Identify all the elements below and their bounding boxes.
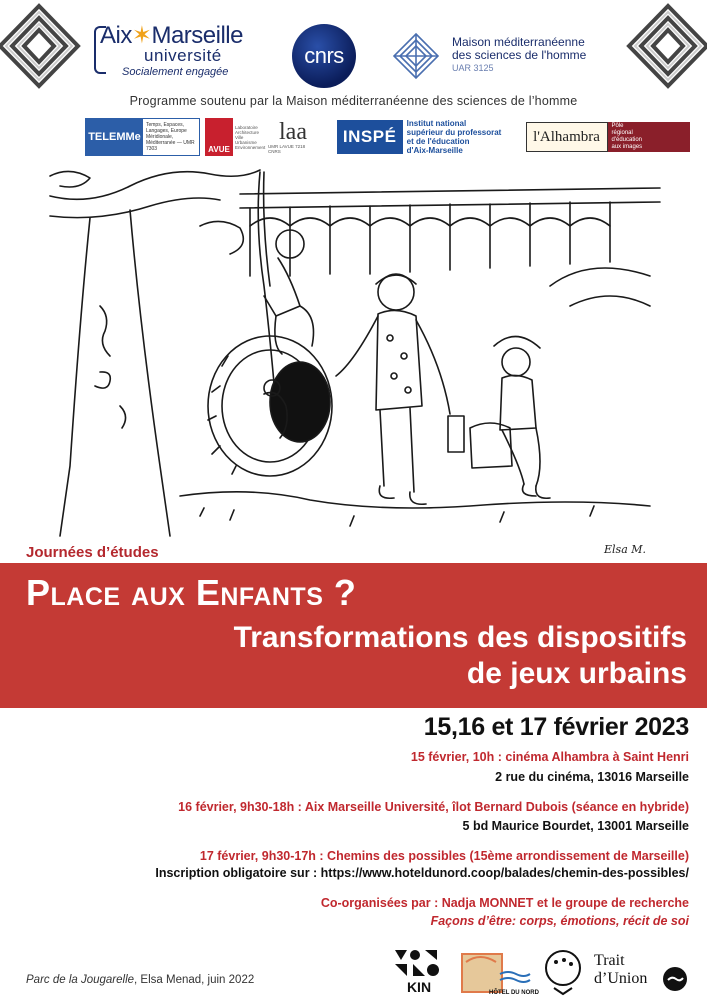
maze-ornament-right-icon (629, 0, 707, 92)
day3-registration-link[interactable]: Inscription obligatoire sur : https://www.hoteldunord.coop/balades/chemin-des-possibles/ (155, 866, 689, 880)
mmsh-line3: UAR 3125 (452, 63, 494, 73)
journees-label: Journées d’études (26, 544, 159, 561)
amu-name-right: Marseille (151, 22, 243, 49)
caption-credit: , Elsa Menad, juin 2022 (134, 974, 255, 986)
circle-logo (542, 948, 584, 996)
research-group: Façons d’être: corps, émotions, récit de soi (430, 914, 689, 928)
event-subtitle-line2: de jeux urbains (466, 657, 687, 690)
kin-text: KIN (406, 979, 432, 995)
programme-text: Programme soutenu par la Maison méditerranéenne des sciences de l’homme (129, 94, 578, 108)
hotel-du-nord-text: HÔTEL DU NORD (489, 990, 539, 996)
inspe-line3: et de l'éducation (406, 137, 470, 146)
trait-union-line2: d’Union (594, 970, 648, 987)
amu-name-left: Aix (100, 22, 132, 49)
amu-bracket-icon (94, 26, 106, 74)
alhambra-logo (525, 118, 690, 156)
avue-name: AVUE (205, 118, 233, 156)
alhambra-line2: régional (611, 130, 633, 136)
avue-text: Laboratoire Architecture Ville Urbanisme Environnement (235, 124, 266, 150)
event-dates: 15,16 et 17 février 2023 (423, 713, 689, 741)
alhambra-line4: aux images (611, 144, 643, 150)
event-title: Place aux Enfants ? (26, 572, 357, 613)
day2-address: 5 bd Maurice Bourdet, 13001 Marseille (462, 819, 689, 833)
inspe-line4: d'Aix-Marseille (406, 146, 463, 155)
illustration-caption (26, 974, 254, 986)
caption-place: Parc de la Jougarelle (26, 974, 135, 986)
amu-logo (100, 24, 270, 82)
day1-address: 2 rue du cinéma, 13016 Marseille (495, 770, 689, 784)
day2-title: 16 février, 9h30-18h : Aix Marseille Université, îlot Bernard Dubois (séance en hybride) (178, 800, 689, 814)
mmsh-line2: des sciences de l'homme (452, 48, 587, 62)
alhambra-line1: Pôle (611, 123, 624, 129)
amu-star-icon: ✶ (131, 22, 152, 49)
amu-universite: université (144, 46, 222, 65)
cnrs-logo: cnrs (292, 24, 356, 88)
day3-title: 17 février, 9h30-17h : Chemins des possibles (15ème arrondissement de Marseille) (199, 849, 689, 863)
amu-tagline: Socialement engagée (122, 66, 229, 78)
illustration-signature: Elsa M. (604, 543, 647, 556)
park-illustration (50, 166, 660, 554)
title-banner (0, 563, 707, 708)
laa-name: laa (279, 119, 307, 145)
telemme-logo (85, 118, 200, 156)
inspe-logo (320, 118, 518, 156)
telemme-name: TELEMMe (86, 119, 143, 155)
inspe-line2: supérieur du professorat (406, 128, 502, 137)
mmsh-diamond-icon (392, 32, 440, 80)
laa-logo (268, 118, 318, 156)
inspe-line1: Institut national (406, 119, 467, 128)
trait-union-line1: Trait (594, 952, 625, 969)
handshake-icon (662, 966, 688, 992)
alhambra-line3: d'éducation (611, 137, 643, 143)
inspe-name: INSPÉ (337, 120, 403, 154)
organizers: Co-organisées par : Nadja MONNET et le groupe de recherche (320, 896, 689, 910)
telemme-text: Temps, Espaces, Langages, Europe Méridionale, Méditerranée — UMR 7303 (145, 122, 195, 152)
laa-text: UMR LAVUE 7218 CNRS (268, 144, 306, 154)
trait-union-logo (592, 948, 690, 996)
mmsh-line1: Maison méditerranéenne (452, 35, 585, 49)
day1-title: 15 février, 10h : cinéma Alhambra à Saint Henri (410, 750, 689, 764)
avue-logo (205, 118, 266, 156)
event-subtitle-line1: Transformations des dispositifs (233, 621, 687, 654)
hotel-du-nord-logo (460, 948, 539, 996)
maze-ornament-left-icon (0, 0, 78, 92)
mmsh-logo (392, 32, 627, 82)
kin-logo (393, 948, 445, 996)
alhambra-name: l'Alhambra (526, 122, 608, 152)
